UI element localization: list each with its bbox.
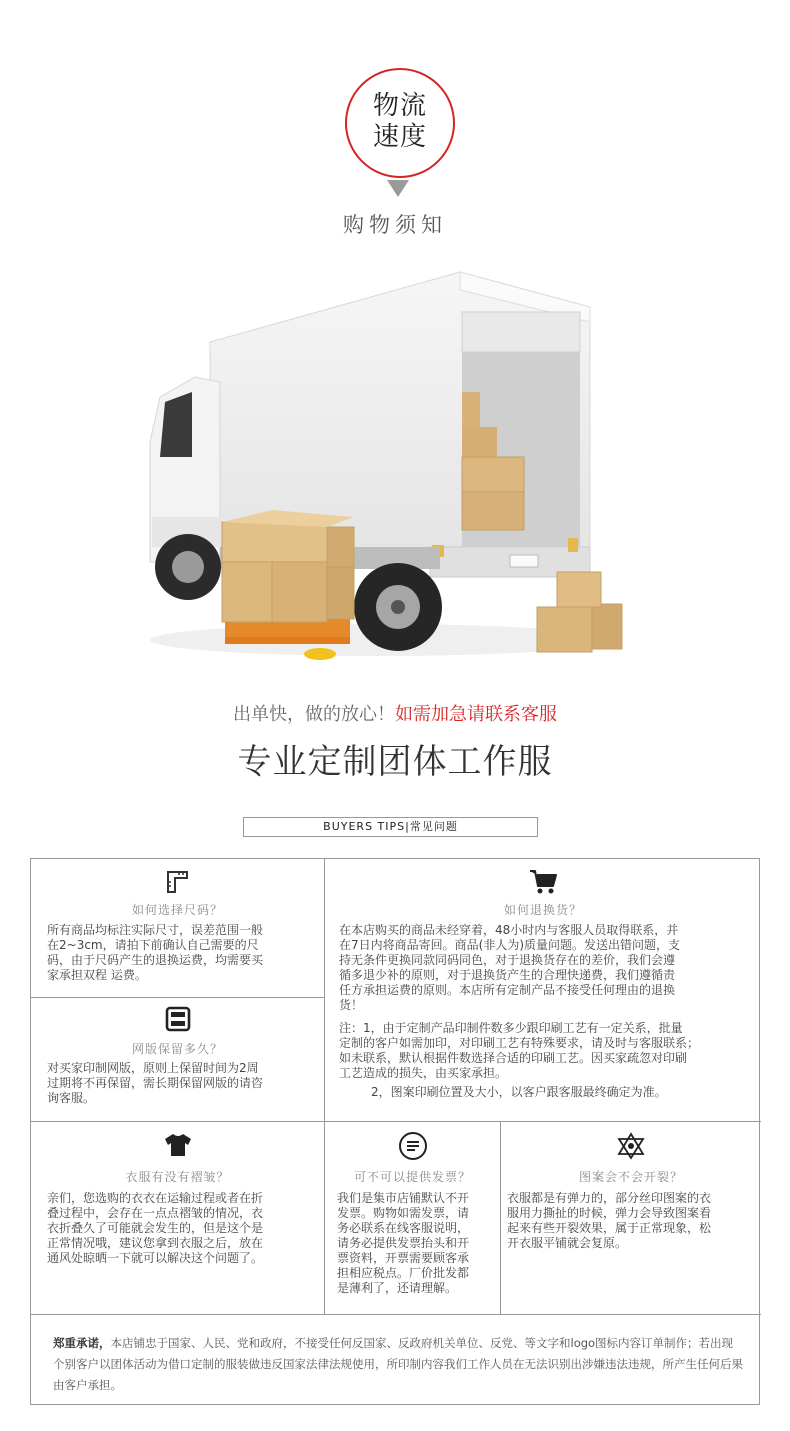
faq-crack-question: 图案会不会开裂？ xyxy=(578,1170,683,1184)
faq-return-note: 注：1，由于定制产品印制件数多少跟印刷工艺有一定关系，批量 定制的客户如需加印，对印刷工艺有特殊要求，请及时与客服联系； 如未联系，默认根据件数选择合适的印刷工艺。因买家疏忽对印刷 工艺造成的损失，由买家承担。 xyxy=(339,1021,700,1080)
faq-plate xyxy=(31,998,325,1122)
faq-return-question: 如何退换货？ xyxy=(503,903,582,917)
faq-return xyxy=(325,859,761,1122)
slogan xyxy=(0,700,790,726)
tshirt-icon xyxy=(163,1132,193,1158)
notice-title: 购物须知 xyxy=(343,213,447,237)
slogan-highlight: 如需加急请联系客服 xyxy=(395,704,557,725)
faq-plate-question: 网版保留多久？ xyxy=(131,1042,223,1056)
slogan-text: 出单快，做的放心！ xyxy=(233,704,395,725)
faq-wrinkle-answer: 亲们，您选购的衣衣在运输过程或者在折 叠过程中，会存在一点点褶皱的情况，衣 衣折叠久了可能就会发生的，但是这个是 正常情况哦，建议您拿到衣服之后，放在 通风处晾晒一下就可以解决这个问题了。 xyxy=(47,1191,264,1265)
badge-line-1: 物流 xyxy=(372,91,427,121)
main-title: 专业定制团体工作服 xyxy=(237,742,553,782)
ruler-icon xyxy=(165,869,191,895)
faq-invoice-answer: 我们是集市店铺默认不开 发票。购物如需发票，请 务必联系在线客服说明， 请务必提供发票抬头和开 票资料，开票需要顾客承 担相应税点。厂价批发都 是薄利了，还请理解。 xyxy=(337,1191,470,1295)
star-emblem-icon xyxy=(616,1132,646,1160)
faq-return-note2: 2，图案印刷位置及大小，以客户跟客服最终确定为准。 xyxy=(371,1085,667,1099)
pledge-label: 郑重承诺， xyxy=(53,1336,111,1350)
delivery-truck-illustration xyxy=(140,262,630,682)
faq-invoice-question: 可不可以提供发票？ xyxy=(353,1170,471,1184)
faq-wrinkle-question: 衣服有没有褶皱？ xyxy=(125,1170,230,1184)
faq-plate-answer: 对买家印制网版，原则上保留时间为2周 过期将不再保留，需长期保留网版的请咨 询客服。 xyxy=(47,1061,264,1105)
down-arrow-icon xyxy=(387,180,409,197)
message-icon xyxy=(398,1131,428,1161)
logistics-speed-badge xyxy=(345,68,455,178)
badge-line-2: 速度 xyxy=(372,122,427,152)
buyers-tips-tab: BUYERS TIPS|常见问题 xyxy=(243,817,538,837)
save-icon xyxy=(165,1006,191,1032)
faq-wrinkle xyxy=(31,1122,325,1315)
pledge-text xyxy=(53,1333,743,1396)
faq-return-answer: 在本店购买的商品未经穿着，48小时内与客服人员取得联系，并 在7日内将商品寄回。商品(非人为)质量问题。发送出错问题，支 持无条件更换同款同码同色，对于退换货存在的差价，我们会遵 循多退少补的原则，对于退换货产生的合理快递费，我们遵循责 任方承担运费的原则。本店所有定制产品不接受任何理由的退换 货！ xyxy=(339,923,681,1012)
faq-grid xyxy=(30,858,760,1405)
faq-crack xyxy=(501,1122,761,1315)
faq-size-answer: 所有商品均标注实际尺寸，误差范围一般 在2~3cm，请拍下前确认自己需要的尺 码，由于尺码产生的退换运费，均需要买 家承担双程 运费。 xyxy=(47,923,264,982)
cart-icon xyxy=(528,867,558,895)
pledge-body: 本店铺忠于国家、人民、党和政府，不接受任何反国家、反政府机关单位、反党、等文字和logo图标内容订单制作；若出现个别客户以团体活动为借口定制的服装做违反国家法律法规使用，所印制内容我们工作人员在无法识别出涉嫌违法违规，所产生任何后果由客户承担。 xyxy=(53,1336,743,1392)
faq-crack-answer: 衣服都是有弹力的，部分丝印图案的衣 服用力撕扯的时候，弹力会导致图案看 起来有些开裂效果，属于正常现象，松 开衣服平铺就会复原。 xyxy=(507,1191,712,1250)
faq-size-question: 如何选择尺码？ xyxy=(131,903,223,917)
faq-invoice xyxy=(325,1122,501,1315)
pledge-section xyxy=(31,1315,761,1406)
faq-size xyxy=(31,859,325,998)
